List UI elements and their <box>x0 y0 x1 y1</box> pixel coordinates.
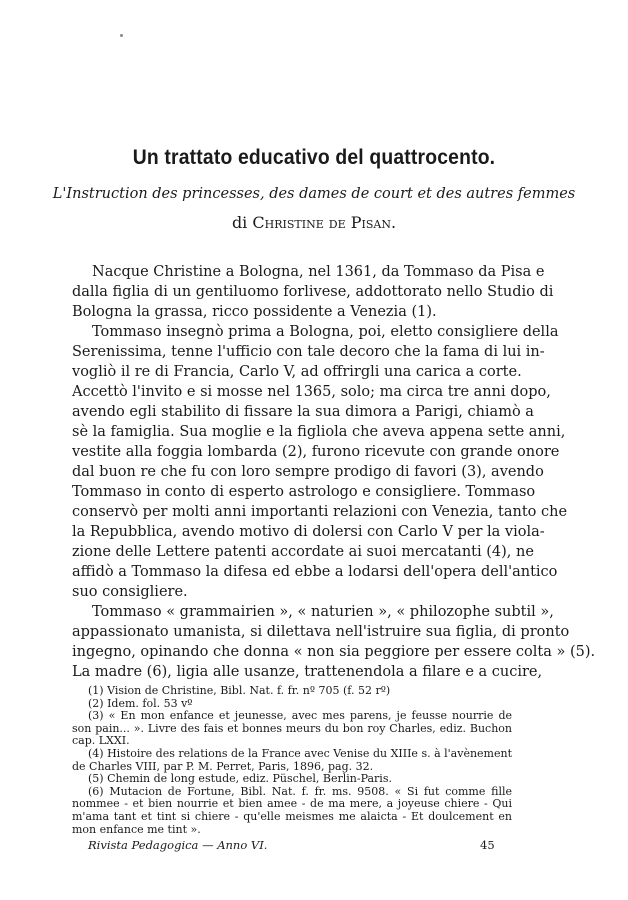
scan-speck <box>120 34 123 37</box>
article-author <box>0 213 628 232</box>
footnote-line: (6) Mutacion de Fortune, Bibl. Nat. f. fr. ms. 9508. « Si fut comme fille <box>88 784 512 798</box>
body-line: affidò a Tommaso la difesa ed ebbe a lodarsi dell'opera dell'antico <box>72 564 558 580</box>
footnote-line: de Charles VIII, par P. M. Perret, Paris, 1896, pag. 32. <box>72 759 374 773</box>
article-subtitle: L'Instruction des princesses, des dames de court et des autres femmes <box>52 186 576 202</box>
page-number: 45 <box>480 838 495 852</box>
body-line: vogliò il re di Francia, Carlo V, ad offrirgli una carica a corte. <box>72 364 522 380</box>
body-line: Nacque Christine a Bologna, nel 1361, da Tommaso da Pisa e <box>92 264 545 280</box>
body-line: Tommaso « grammairien », « naturien », « philozophe subtil », <box>92 604 554 620</box>
body-line: Accettò l'invito e si mosse nel 1365, solo; ma circa tre anni dopo, <box>72 384 551 400</box>
footnote-line: nommee - et bien nourrie et bien amee - de ma mere, a joyeuse chiere - Qui <box>72 797 512 811</box>
footnote-line: cap. LXXI. <box>72 734 130 748</box>
footnote-line: mon enfance me tint ». <box>72 822 201 836</box>
footnote-line: (2) Idem. fol. 53 vº <box>88 696 193 710</box>
body-line: dalla figlia di un gentiluomo forlivese, addottorato nello Studio di <box>72 284 554 300</box>
footnote-line: (3) « En mon enfance et jeunesse, avec mes parens, je feusse nourrie de <box>88 709 512 723</box>
footnote-line: (4) Histoire des relations de la France avec Venise du XIIIe s. à l'avènement <box>88 747 512 760</box>
footnote-line: (5) Chemin de long estude, ediz. Püschel, Berlin-Paris. <box>88 772 392 786</box>
journal-footer: Rivista Pedagogica — Anno VI. <box>88 838 268 852</box>
body-line: suo consigliere. <box>72 584 188 600</box>
body-line: La madre (6), ligia alle usanze, trattenendola a filare e a cucire, <box>72 664 543 680</box>
body-line: vestite alla foggia lombarda (2), furono ricevute con grande onore <box>72 444 560 460</box>
body-line: ingegno, opinando che donna « non sia peggiore per essere colta » (5). <box>72 644 596 660</box>
body-line: avendo egli stabilito di fissare la sua dimora a Parigi, chiamò a <box>72 404 534 420</box>
footnote-line: (1) Vision de Christine, Bibl. Nat. f. fr. nº 705 (f. 52 rº) <box>88 684 391 697</box>
body-line: zione delle Lettere patenti accordate ai suoi mercatanti (4), ne <box>72 544 534 560</box>
body-line: Bologna la grassa, ricco possidente a Venezia (1). <box>72 304 437 320</box>
body-line: la Repubblica, avendo motivo di dolersi con Carlo V per la viola- <box>72 524 545 540</box>
body-line: appassionato umanista, si dilettava nell'istruire sua figlia, di pronto <box>72 624 570 640</box>
body-line: conservò per molti anni importanti relazioni con Venezia, tanto che <box>72 504 568 520</box>
footnote-line: son pain... ». Livre des fais et bonnes meurs du bon roy Charles, ediz. Buchon <box>72 721 512 735</box>
author-name: Christine de Pisan. <box>252 213 397 232</box>
author-prefix: di <box>231 213 248 232</box>
body-line: sè la famiglia. Sua moglie e la figliola che aveva appena sette anni, <box>72 424 566 440</box>
body-line: Tommaso in conto di esperto astrologo e consigliere. Tommaso <box>72 484 536 500</box>
footnote-line: m'ama tant et tint si chiere - qu'elle meismes me alaicta - Et doulcement en <box>72 810 512 823</box>
body-line: dal buon re che fu con loro sempre prodigo di favori (3), avendo <box>72 464 544 480</box>
body-line: Tommaso insegnò prima a Bologna, poi, eletto consigliere della <box>92 324 559 340</box>
article-title: Un trattato educativo del quattrocento. <box>132 146 496 169</box>
body-line: Serenissima, tenne l'ufficio con tale decoro che la fama di lui in- <box>72 344 545 360</box>
